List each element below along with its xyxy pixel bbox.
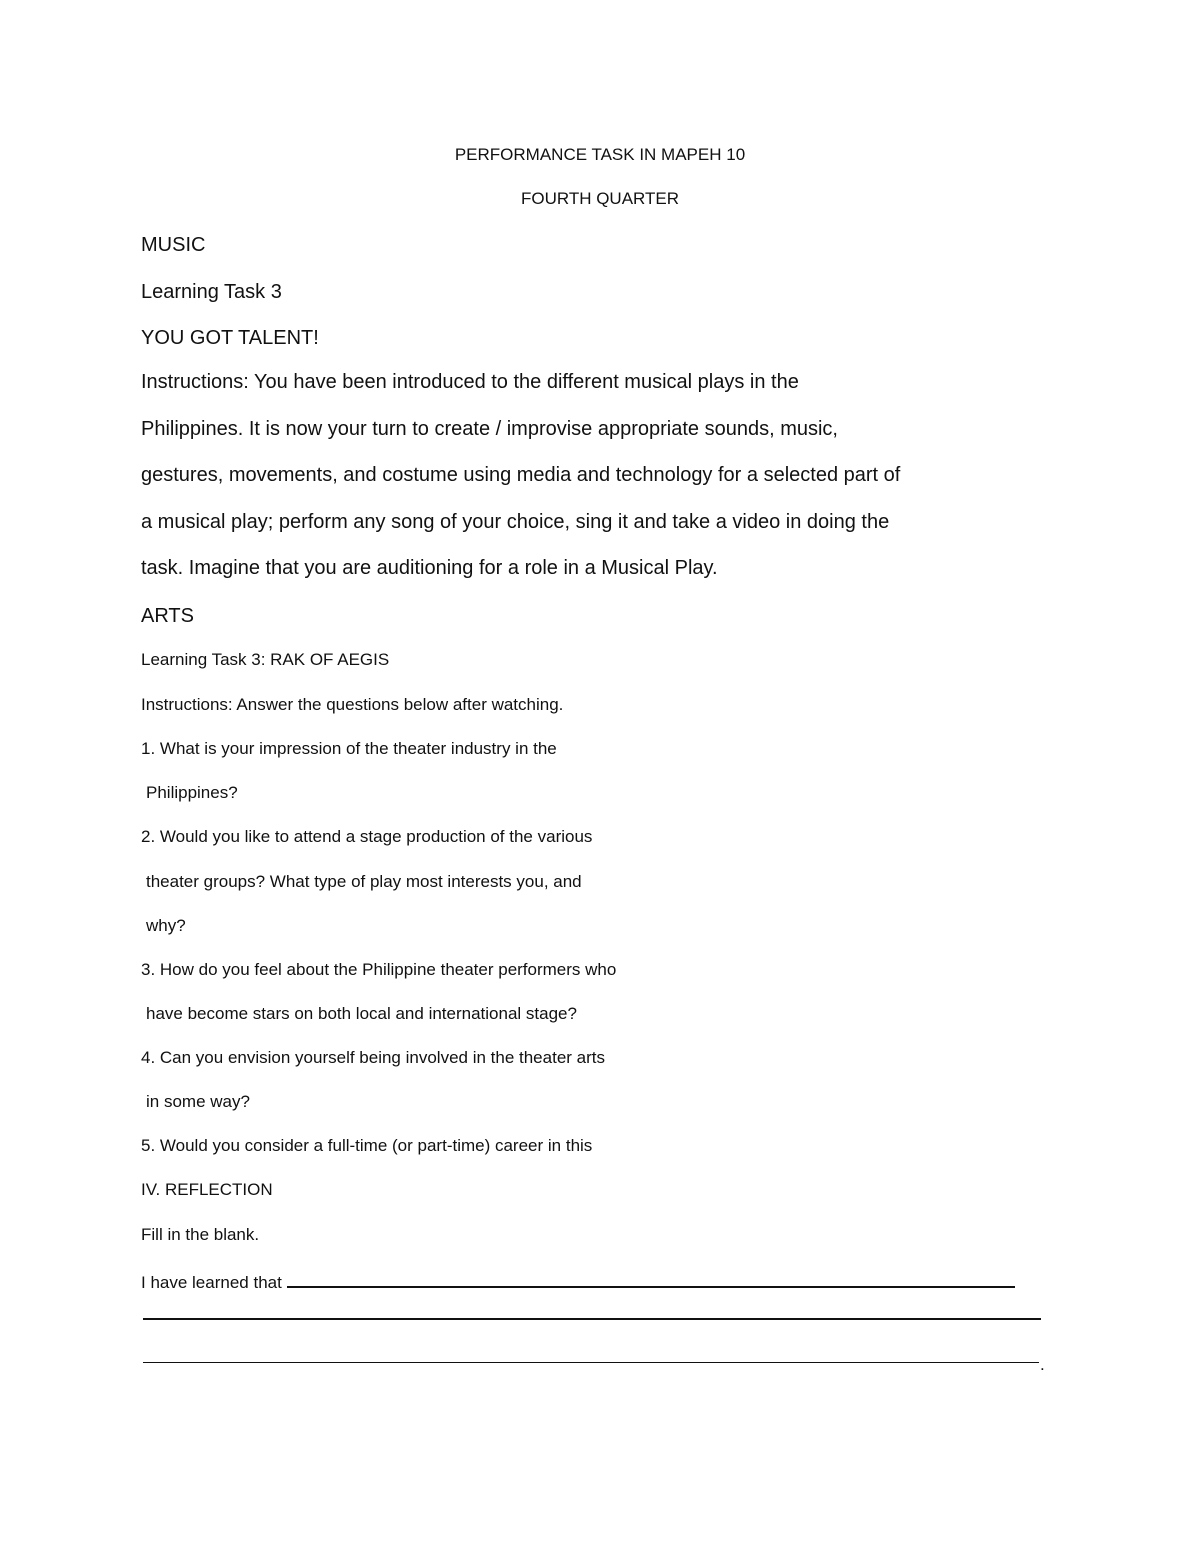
reflection-instruction: Fill in the blank.	[141, 1225, 260, 1244]
reflection-blank-3[interactable]	[143, 1362, 1039, 1363]
quarter-subtitle: FOURTH QUARTER	[520, 189, 680, 208]
reflection-prompt-line	[141, 1270, 1015, 1291]
reflection-blank-1[interactable]	[287, 1270, 1015, 1288]
reflection-heading: IV. REFLECTION	[141, 1180, 273, 1199]
arts-question-3: 3. How do you feel about the Philippine theater performers who	[141, 960, 617, 979]
music-instructions-line-5: task. Imagine that you are auditioning for a role in a Musical Play.	[141, 557, 718, 579]
arts-question-3-cont: have become stars on both local and international stage?	[146, 1004, 577, 1023]
arts-question-5: 5. Would you consider a full-time (or part-time) career in this	[141, 1136, 593, 1155]
arts-question-2-cont: theater groups? What type of play most interests you, and	[146, 872, 582, 891]
music-heading: MUSIC	[141, 234, 206, 256]
document-title: PERFORMANCE TASK IN MAPEH 10	[454, 145, 746, 164]
reflection-end-period: .	[1040, 1355, 1045, 1374]
reflection-prompt: I have learned that	[141, 1273, 282, 1292]
arts-question-2: 2. Would you like to attend a stage production of the various	[141, 827, 593, 846]
arts-instructions: Instructions: Answer the questions below after watching.	[141, 695, 564, 714]
music-instructions-line-4: a musical play; perform any song of your choice, sing it and take a video in doing the	[141, 511, 890, 533]
arts-question-1-cont: Philippines?	[146, 783, 238, 802]
arts-task-label: Learning Task 3: RAK OF AEGIS	[141, 650, 390, 669]
arts-heading: ARTS	[141, 605, 194, 627]
music-instructions-line-2: Philippines. It is now your turn to create / improvise appropriate sounds, music,	[141, 418, 838, 440]
arts-question-1: 1. What is your impression of the theater industry in the	[141, 739, 557, 758]
music-task-title: YOU GOT TALENT!	[141, 327, 319, 349]
reflection-blank-2[interactable]	[143, 1318, 1041, 1320]
music-instructions-line-1: Instructions: You have been introduced to the different musical plays in the	[141, 371, 799, 393]
arts-question-4-cont: in some way?	[146, 1092, 250, 1111]
music-instructions-line-3: gestures, movements, and costume using media and technology for a selected part of	[141, 464, 901, 486]
arts-question-2-cont-2: why?	[146, 916, 186, 935]
arts-question-4: 4. Can you envision yourself being involved in the theater arts	[141, 1048, 605, 1067]
music-task-label: Learning Task 3	[141, 281, 282, 303]
